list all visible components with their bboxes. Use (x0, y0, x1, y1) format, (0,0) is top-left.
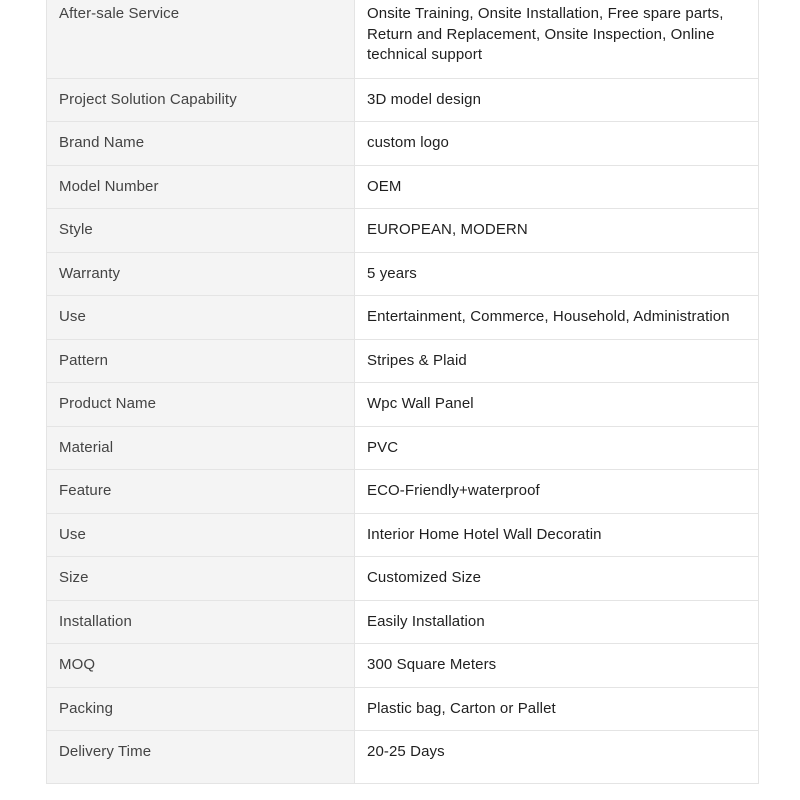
spec-key: MOQ (47, 644, 355, 688)
spec-value: EUROPEAN, MODERN (355, 209, 759, 253)
spec-key: Product Name (47, 383, 355, 427)
spec-key: Size (47, 557, 355, 601)
spec-row-size (47, 557, 759, 601)
spec-key: Use (47, 296, 355, 340)
spec-row-warranty (47, 252, 759, 296)
spec-value: 300 Square Meters (355, 644, 759, 688)
spec-table-body (47, 0, 759, 783)
spec-value: Plastic bag, Carton or Pallet (355, 687, 759, 731)
spec-value: 5 years (355, 252, 759, 296)
spec-key: Brand Name (47, 122, 355, 166)
spec-value: 20-25 Days (355, 731, 759, 784)
spec-key: Use (47, 513, 355, 557)
spec-value: PVC (355, 426, 759, 470)
spec-row-project-solution-capability (47, 78, 759, 122)
spec-key: Material (47, 426, 355, 470)
spec-value: Easily Installation (355, 600, 759, 644)
spec-row-product-name (47, 383, 759, 427)
spec-value: Interior Home Hotel Wall Decoratin (355, 513, 759, 557)
spec-value: 3D model design (355, 78, 759, 122)
spec-key: Delivery Time (47, 731, 355, 784)
spec-row-pattern (47, 339, 759, 383)
spec-key: Warranty (47, 252, 355, 296)
spec-value: ECO-Friendly+waterproof (355, 470, 759, 514)
product-specification-table (46, 0, 759, 784)
spec-row-after-sale-service (47, 0, 759, 78)
spec-row-moq (47, 644, 759, 688)
spec-key: Packing (47, 687, 355, 731)
spec-row-feature (47, 470, 759, 514)
spec-row-model-number (47, 165, 759, 209)
spec-value: Wpc Wall Panel (355, 383, 759, 427)
spec-row-use (47, 513, 759, 557)
spec-key: Pattern (47, 339, 355, 383)
spec-key: After-sale Service (47, 0, 355, 78)
spec-value: Customized Size (355, 557, 759, 601)
spec-row-style (47, 209, 759, 253)
spec-key: Feature (47, 470, 355, 514)
spec-key: Installation (47, 600, 355, 644)
spec-key: Model Number (47, 165, 355, 209)
spec-row-installation (47, 600, 759, 644)
spec-row-packing (47, 687, 759, 731)
product-specification-section (46, 0, 758, 784)
spec-row-delivery-time (47, 731, 759, 784)
spec-value: Stripes & Plaid (355, 339, 759, 383)
spec-value: OEM (355, 165, 759, 209)
spec-row-material (47, 426, 759, 470)
spec-value: Onsite Training, Onsite Installation, Free spare parts, Return and Replacement, Onsite Inspection, Online technical support (355, 0, 759, 78)
spec-row-brand-name (47, 122, 759, 166)
spec-value: custom logo (355, 122, 759, 166)
spec-key: Style (47, 209, 355, 253)
spec-row-use (47, 296, 759, 340)
spec-key: Project Solution Capability (47, 78, 355, 122)
spec-value: Entertainment, Commerce, Household, Administration (355, 296, 759, 340)
